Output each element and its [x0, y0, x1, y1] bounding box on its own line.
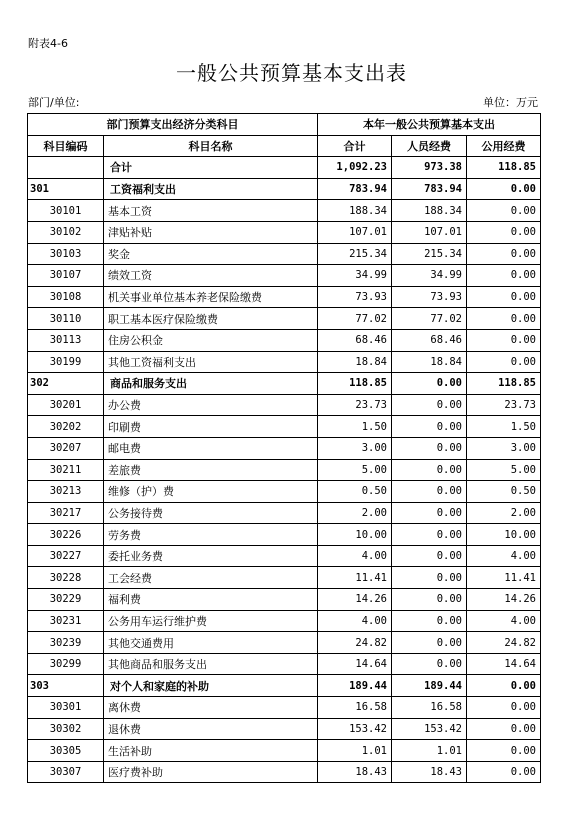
table-row	[28, 502, 541, 524]
total-amount-cell: 14.64	[318, 653, 392, 675]
table-row	[28, 200, 541, 222]
subject-code-cell: 30301	[28, 697, 104, 719]
total-amount-cell: 18.84	[318, 351, 392, 373]
subject-name-cell: 离休费	[104, 697, 318, 719]
page-title: 一般公共预算基本支出表	[176, 61, 407, 85]
personnel-expense-cell: 215.34	[392, 243, 467, 265]
personnel-expense-cell: 0.00	[392, 394, 467, 416]
subject-code-cell: 303	[28, 675, 104, 697]
personnel-expense-cell: 783.94	[392, 178, 467, 200]
header-group-budget: 本年一般公共预算基本支出	[318, 114, 541, 136]
table-row	[28, 459, 541, 481]
personnel-expense-cell: 0.00	[392, 632, 467, 654]
public-expense-cell: 4.00	[467, 610, 541, 632]
subject-code-cell: 301	[28, 178, 104, 200]
table-row	[28, 329, 541, 351]
subject-name-cell: 差旅费	[104, 459, 318, 481]
personnel-expense-cell: 1.01	[392, 740, 467, 762]
table-row	[28, 545, 541, 567]
total-name-cell: 合计	[104, 157, 318, 179]
total-amount-cell: 14.26	[318, 589, 392, 611]
total-amount-cell: 1.01	[318, 740, 392, 762]
expenditure-table	[27, 113, 541, 783]
category-row	[28, 675, 541, 697]
total-amount-cell: 10.00	[318, 524, 392, 546]
subject-name-cell: 公务用车运行维护费	[104, 610, 318, 632]
subject-name-cell: 工会经费	[104, 567, 318, 589]
subject-name-cell: 印刷费	[104, 416, 318, 438]
subject-name-cell: 其他商品和服务支出	[104, 653, 318, 675]
subject-code-cell: 30110	[28, 308, 104, 330]
table-row	[28, 524, 541, 546]
subject-name-cell: 生活补助	[104, 740, 318, 762]
public-expense-cell: 4.00	[467, 545, 541, 567]
header-group-classification: 部门预算支出经济分类科目	[28, 114, 318, 136]
header-group-row	[28, 114, 541, 136]
subject-code-cell: 30228	[28, 567, 104, 589]
table-row	[28, 286, 541, 308]
personnel-expense-cell: 68.46	[392, 329, 467, 351]
total-amount-cell: 107.01	[318, 221, 392, 243]
personnel-expense-cell: 0.00	[392, 524, 467, 546]
subject-code-cell: 30307	[28, 761, 104, 783]
total-amount-cell: 1.50	[318, 416, 392, 438]
subject-code-cell: 30211	[28, 459, 104, 481]
category-row	[28, 178, 541, 200]
department-label: 部门/单位:	[28, 96, 80, 109]
public-expense-cell: 0.00	[467, 351, 541, 373]
subject-name-cell: 奖金	[104, 243, 318, 265]
public-expense-cell: 1.50	[467, 416, 541, 438]
personnel-expense-cell: 0.00	[392, 437, 467, 459]
subject-name-cell: 委托业务费	[104, 545, 318, 567]
table-row	[28, 610, 541, 632]
subject-code-cell: 302	[28, 373, 104, 395]
total-amount-cell: 189.44	[318, 675, 392, 697]
public-expense-cell: 0.50	[467, 481, 541, 503]
subject-code-cell: 30103	[28, 243, 104, 265]
subject-code-cell: 30305	[28, 740, 104, 762]
public-expense-cell: 0.00	[467, 761, 541, 783]
subject-name-cell: 住房公积金	[104, 329, 318, 351]
total-amount-cell: 215.34	[318, 243, 392, 265]
personnel-expense-cell: 77.02	[392, 308, 467, 330]
public-expense-cell: 14.26	[467, 589, 541, 611]
subject-code-cell: 30231	[28, 610, 104, 632]
total-amount-cell: 68.46	[318, 329, 392, 351]
public-expense-cell: 0.00	[467, 221, 541, 243]
subject-code-cell: 30199	[28, 351, 104, 373]
public-expense-cell: 0.00	[467, 178, 541, 200]
personnel-expense-cell: 34.99	[392, 265, 467, 287]
subject-code-cell: 30201	[28, 394, 104, 416]
total-amount-cell: 16.58	[318, 697, 392, 719]
subject-code-cell: 30227	[28, 545, 104, 567]
total-code-cell	[28, 157, 104, 179]
personnel-expense-cell: 0.00	[392, 545, 467, 567]
total-personnel-cell: 973.38	[392, 157, 467, 179]
total-amount-cell: 5.00	[318, 459, 392, 481]
total-row	[28, 157, 541, 179]
table-row	[28, 697, 541, 719]
public-expense-cell: 0.00	[467, 265, 541, 287]
subject-name-cell: 职工基本医疗保险缴费	[104, 308, 318, 330]
total-amount-cell: 34.99	[318, 265, 392, 287]
personnel-expense-cell: 0.00	[392, 502, 467, 524]
subject-code-cell: 30299	[28, 653, 104, 675]
total-amount-cell: 24.82	[318, 632, 392, 654]
table-row	[28, 567, 541, 589]
header-public-expense: 公用经费	[467, 135, 541, 157]
public-expense-cell: 0.00	[467, 243, 541, 265]
subject-name-cell: 退休费	[104, 718, 318, 740]
subject-name-cell: 工资福利支出	[104, 178, 318, 200]
total-amount-cell: 73.93	[318, 286, 392, 308]
subject-name-cell: 机关事业单位基本养老保险缴费	[104, 286, 318, 308]
public-expense-cell: 2.00	[467, 502, 541, 524]
personnel-expense-cell: 0.00	[392, 481, 467, 503]
total-amount-cell: 11.41	[318, 567, 392, 589]
public-expense-cell: 23.73	[467, 394, 541, 416]
public-expense-cell: 0.00	[467, 200, 541, 222]
unit-label: 单位：万元	[483, 96, 538, 109]
subject-code-cell: 30229	[28, 589, 104, 611]
table-row	[28, 308, 541, 330]
subject-code-cell: 30207	[28, 437, 104, 459]
subject-name-cell: 公务接待费	[104, 502, 318, 524]
subject-code-cell: 30101	[28, 200, 104, 222]
header-subject-name: 科目名称	[104, 135, 318, 157]
total-amount-cell: 153.42	[318, 718, 392, 740]
total-amount-cell: 23.73	[318, 394, 392, 416]
table-row	[28, 221, 541, 243]
public-expense-cell: 118.85	[467, 373, 541, 395]
subject-name-cell: 邮电费	[104, 437, 318, 459]
total-amount-cell: 18.43	[318, 761, 392, 783]
table-row	[28, 632, 541, 654]
subject-name-cell: 医疗费补助	[104, 761, 318, 783]
table-row	[28, 589, 541, 611]
table-row	[28, 761, 541, 783]
subject-name-cell: 津贴补贴	[104, 221, 318, 243]
public-expense-cell: 10.00	[467, 524, 541, 546]
subject-code-cell: 30217	[28, 502, 104, 524]
table-row	[28, 351, 541, 373]
header-subject-code: 科目编码	[28, 135, 104, 157]
public-expense-cell: 5.00	[467, 459, 541, 481]
total-amount-cell: 118.85	[318, 373, 392, 395]
subject-code-cell: 30213	[28, 481, 104, 503]
public-expense-cell: 0.00	[467, 718, 541, 740]
public-expense-cell: 0.00	[467, 675, 541, 697]
table-row	[28, 394, 541, 416]
table-row	[28, 265, 541, 287]
personnel-expense-cell: 18.43	[392, 761, 467, 783]
category-row	[28, 373, 541, 395]
subject-name-cell: 商品和服务支出	[104, 373, 318, 395]
subject-name-cell: 其他工资福利支出	[104, 351, 318, 373]
table-row	[28, 740, 541, 762]
table-row	[28, 243, 541, 265]
table-row	[28, 653, 541, 675]
total-amount-cell: 77.02	[318, 308, 392, 330]
table-row	[28, 481, 541, 503]
subject-code-cell: 30107	[28, 265, 104, 287]
subject-code-cell: 30108	[28, 286, 104, 308]
subject-name-cell: 维修（护）费	[104, 481, 318, 503]
public-expense-cell: 24.82	[467, 632, 541, 654]
subject-name-cell: 福利费	[104, 589, 318, 611]
personnel-expense-cell: 16.58	[392, 697, 467, 719]
subject-code-cell: 30113	[28, 329, 104, 351]
personnel-expense-cell: 189.44	[392, 675, 467, 697]
personnel-expense-cell: 0.00	[392, 567, 467, 589]
personnel-expense-cell: 188.34	[392, 200, 467, 222]
subject-name-cell: 办公费	[104, 394, 318, 416]
personnel-expense-cell: 0.00	[392, 610, 467, 632]
total-amount-cell: 0.50	[318, 481, 392, 503]
total-amount-cell: 1,092.23	[318, 157, 392, 179]
personnel-expense-cell: 0.00	[392, 373, 467, 395]
subject-name-cell: 绩效工资	[104, 265, 318, 287]
header-column-row	[28, 135, 541, 157]
subject-code-cell: 30202	[28, 416, 104, 438]
public-expense-cell: 0.00	[467, 329, 541, 351]
personnel-expense-cell: 107.01	[392, 221, 467, 243]
public-expense-cell: 0.00	[467, 697, 541, 719]
table-row	[28, 416, 541, 438]
subject-name-cell: 其他交通费用	[104, 632, 318, 654]
table-row	[28, 718, 541, 740]
personnel-expense-cell: 73.93	[392, 286, 467, 308]
total-amount-cell: 188.34	[318, 200, 392, 222]
subject-name-cell: 对个人和家庭的补助	[104, 675, 318, 697]
header-total: 合计	[318, 135, 392, 157]
subject-code-cell: 30102	[28, 221, 104, 243]
total-amount-cell: 2.00	[318, 502, 392, 524]
subject-name-cell: 劳务费	[104, 524, 318, 546]
total-amount-cell: 4.00	[318, 545, 392, 567]
total-amount-cell: 3.00	[318, 437, 392, 459]
public-expense-cell: 0.00	[467, 740, 541, 762]
personnel-expense-cell: 0.00	[392, 416, 467, 438]
total-public-cell: 118.85	[467, 157, 541, 179]
subject-code-cell: 30226	[28, 524, 104, 546]
personnel-expense-cell: 18.84	[392, 351, 467, 373]
personnel-expense-cell: 0.00	[392, 589, 467, 611]
public-expense-cell: 14.64	[467, 653, 541, 675]
personnel-expense-cell: 0.00	[392, 653, 467, 675]
total-amount-cell: 4.00	[318, 610, 392, 632]
table-row	[28, 437, 541, 459]
header-personnel-expense: 人员经费	[392, 135, 467, 157]
public-expense-cell: 0.00	[467, 286, 541, 308]
subject-name-cell: 基本工资	[104, 200, 318, 222]
annex-label: 附表4-6	[28, 37, 68, 50]
subject-code-cell: 30302	[28, 718, 104, 740]
public-expense-cell: 3.00	[467, 437, 541, 459]
public-expense-cell: 11.41	[467, 567, 541, 589]
total-amount-cell: 783.94	[318, 178, 392, 200]
subject-code-cell: 30239	[28, 632, 104, 654]
personnel-expense-cell: 153.42	[392, 718, 467, 740]
public-expense-cell: 0.00	[467, 308, 541, 330]
personnel-expense-cell: 0.00	[392, 459, 467, 481]
